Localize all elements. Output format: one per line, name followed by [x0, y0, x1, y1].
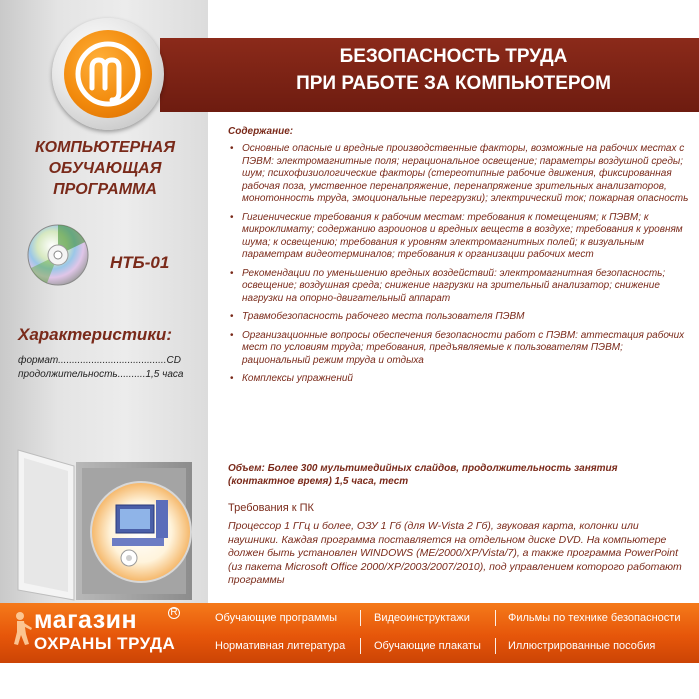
- link-divider: [360, 638, 361, 654]
- program-type-heading: [10, 137, 200, 200]
- contents-heading: Содержание:: [228, 126, 294, 137]
- link-training-posters[interactable]: Обучающие плакаты: [374, 640, 481, 652]
- brand-logo-badge: [64, 30, 152, 118]
- requirements-text: Процессор 1 ГГц и более, ОЗУ 1 Гб (для W-Vista 2 Гб), звуковая карта, колонки или наушники. Каждая программа поставляется на отдельном диске DVD. На компьютере должен быть установлен WINDOWS (ME/2000/XP/Vista/7), а также программа PowerPoint (из пакета Microsoft Office 2000/XP/2003/2007/2010), под управлением которого работают программы: [228, 520, 682, 586]
- shop-name-line-2: ОХРАНЫ ТРУДА: [34, 634, 176, 653]
- list-item: • Организационные вопросы обеспечения безопасности работ с ПЭВМ: аттестация рабочих мест по условиям труда; требования, предъявляемые к пользователям ПЭВМ; рациональный режим труда и отдыха: [228, 330, 689, 368]
- cd-disc-icon: [27, 224, 89, 286]
- list-item: • Основные опасные и вредные производственные факторы, возможные на рабочих местах с ПЭВМ: электромагнитные поля; нерациональное освещение; параметры воздушной среды; шум; психофизиологические факторы (стереотипные рабочие движения, фиксированная рабочая поза, умственное перенапряжение, перенапряжение зрительных анализаторов, монотонность труда, эмоциональные перегрузки); электрический ток; пожарная опасность: [228, 143, 689, 206]
- link-divider: [360, 610, 361, 626]
- shop-name-line-1: магазин: [34, 606, 138, 634]
- contents-list: [228, 143, 689, 386]
- brand-logo: [52, 18, 164, 130]
- characteristics-title: Характеристики:: [18, 325, 172, 344]
- page-title: [208, 43, 699, 97]
- program-type-line-1: КОМПЬЮТЕРНАЯ: [35, 139, 175, 156]
- list-item: • Гигиенические требования к рабочим местам: требования к помещениям; к ПЭВМ; к микроклимату; содержанию аэроионов и вредных веществ в воздухе; требования к уровням шума; к освещению; требования к уровням электромагнитных полей; к визуальным параметрам видеотерминалов; требования к организации рабочих мест: [228, 212, 689, 262]
- link-divider: [495, 610, 496, 626]
- list-item: • Рекомендации по уменьшению вредных воздействий: электромагнитная безопасность; освещение; воздушная среда; снижение нагрузки на зрительный анализатор; снижение нагрузки на опорно-двигательный аппарат: [228, 268, 689, 306]
- banner-footer: [0, 663, 699, 699]
- duration-row: продолжительность..........1,5 часа: [18, 369, 184, 380]
- dvd-case-image: [16, 440, 196, 605]
- product-code: НТБ-01: [110, 253, 170, 272]
- registered-mark: R: [168, 607, 180, 619]
- link-training-programs[interactable]: Обучающие программы: [215, 612, 338, 624]
- link-illustrated-manuals[interactable]: Иллюстрированные пособия: [508, 640, 656, 652]
- program-type-line-3: ПРОГРАММА: [53, 181, 157, 198]
- list-item: • Травмобезопасность рабочего места пользователя ПЭВМ: [228, 311, 689, 324]
- link-video-instructions[interactable]: Видеоинструктажи: [374, 612, 470, 624]
- requirements-title: Требования к ПК: [228, 502, 314, 514]
- format-row: формат.......................................CD: [18, 355, 181, 366]
- link-divider: [495, 638, 496, 654]
- contents-section: [228, 126, 689, 392]
- title-line-1: БЕЗОПАСНОСТЬ ТРУДА: [339, 46, 568, 67]
- volume-text: Объем: Более 300 мультимедийных слайдов, продолжительность занятия (контактное время) 1,5 часа, тест: [228, 463, 618, 487]
- title-line-2: ПРИ РАБОТЕ ЗА КОМПЬЮТЕРОМ: [296, 73, 611, 94]
- brand-m-icon: [64, 30, 152, 118]
- link-safety-films[interactable]: Фильмы по технике безопасности: [508, 612, 681, 624]
- link-regulatory-literature[interactable]: Нормативная литература: [215, 640, 346, 652]
- list-item: • Комплексы упражнений: [228, 373, 689, 386]
- program-type-line-2: ОБУЧАЮЩАЯ: [48, 160, 162, 177]
